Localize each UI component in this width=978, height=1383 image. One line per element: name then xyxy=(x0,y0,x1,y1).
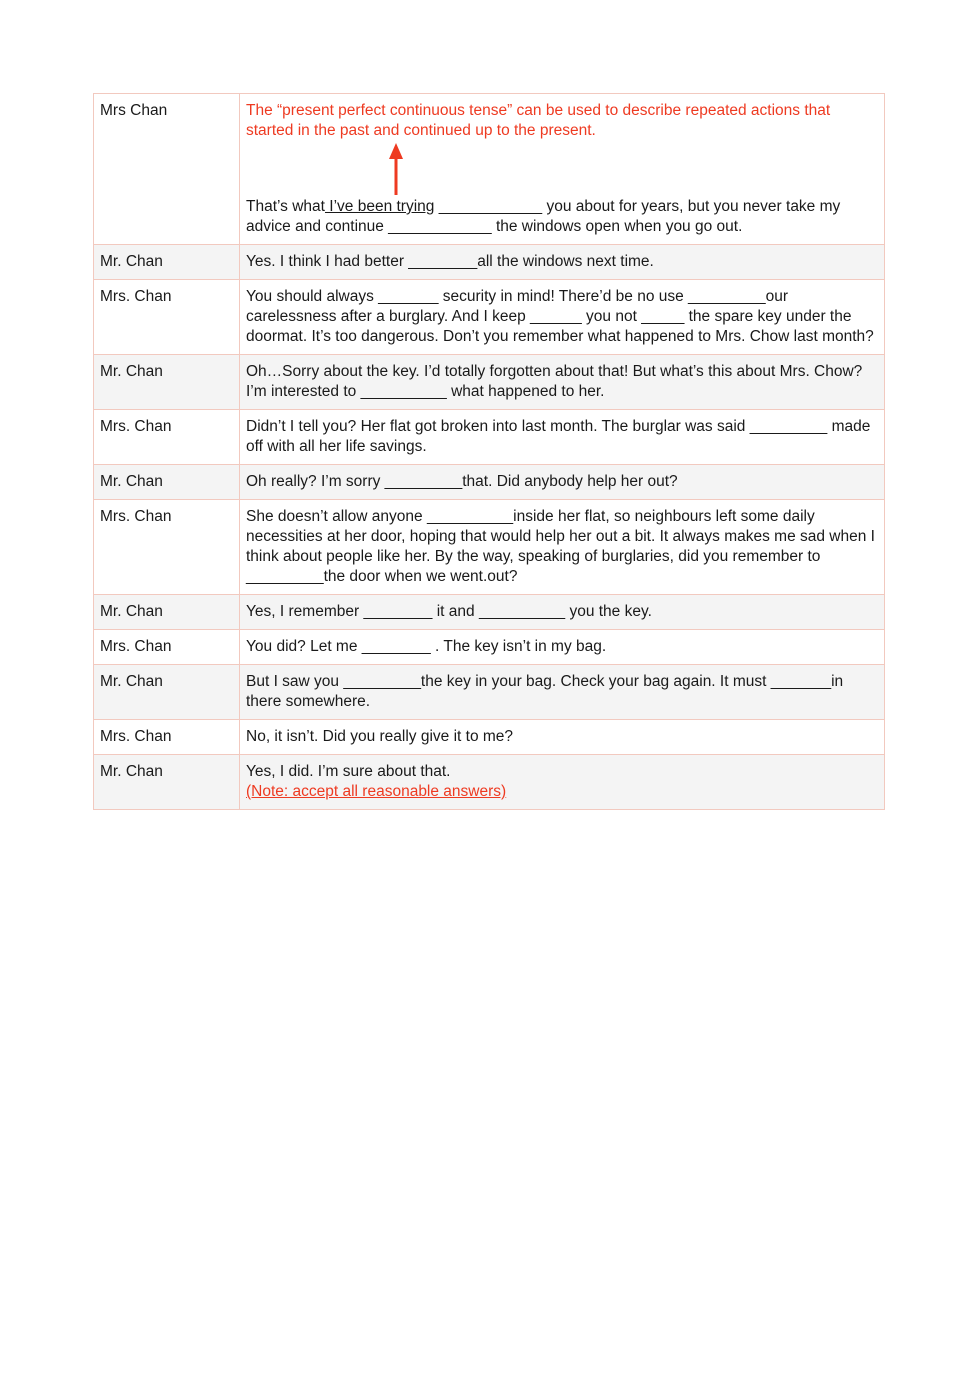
up-arrow-icon xyxy=(386,141,406,197)
speaker-cell: Mr. Chan xyxy=(94,245,240,280)
line-pre: That’s what xyxy=(246,198,325,215)
speaker-cell: Mrs Chan xyxy=(94,94,240,245)
speaker-cell: Mrs. Chan xyxy=(94,720,240,755)
line-cell: Yes. I think I had better ________all the windows next time. xyxy=(240,245,885,280)
highlighted-phrase: I’ve been trying xyxy=(324,198,435,215)
speaker-cell: Mr. Chan xyxy=(94,355,240,410)
line-cell: No, it isn’t. Did you really give it to me? xyxy=(240,720,885,755)
table-row xyxy=(94,755,885,810)
table-row xyxy=(94,665,885,720)
line-post: ____________ you about for years, but you never take my advice and continue ____________ the windows open when you go out. xyxy=(246,198,841,235)
table-row xyxy=(94,630,885,665)
line-cell: Oh really? I’m sorry _________that. Did anybody help her out? xyxy=(240,465,885,500)
table-row xyxy=(94,355,885,410)
table-row xyxy=(94,410,885,465)
line-cell: You did? Let me ________ . The key isn’t in my bag. xyxy=(240,630,885,665)
answer-note: (Note: accept all reasonable answers) xyxy=(246,783,507,800)
dialogue-line: Yes, I did. I’m sure about that. xyxy=(246,763,451,780)
speaker-cell: Mr. Chan xyxy=(94,465,240,500)
line-cell: She doesn’t allow anyone __________inside her flat, so neighbours left some daily necessities at her door, hoping that would help her out a bit. It always makes me sad when I think about people like her. By the way, speaking of burglaries, did you remember to _________the door when we went.out? xyxy=(240,500,885,595)
table-row xyxy=(94,280,885,355)
speaker-cell: Mr. Chan xyxy=(94,665,240,720)
table-row xyxy=(94,720,885,755)
line-cell: But I saw you _________the key in your bag. Check your bag again. It must _______in there somewhere. xyxy=(240,665,885,720)
line-cell: Didn’t I tell you? Her flat got broken into last month. The burglar was said _________ made off with all her life savings. xyxy=(240,410,885,465)
table-row xyxy=(94,465,885,500)
line-cell xyxy=(240,755,885,810)
speaker-cell: Mr. Chan xyxy=(94,755,240,810)
line-cell xyxy=(240,94,885,245)
grammar-note: The “present perfect continuous tense” can be used to describe repeated actions that started in the past and continued up to the present. xyxy=(246,102,831,139)
line-cell: Oh…Sorry about the key. I’d totally forgotten about that! But what’s this about Mrs. Chow? I’m interested to __________ what happened to her. xyxy=(240,355,885,410)
speaker-cell: Mrs. Chan xyxy=(94,630,240,665)
arrow-container xyxy=(246,141,878,197)
dialogue-table xyxy=(93,93,885,810)
speaker-cell: Mrs. Chan xyxy=(94,280,240,355)
table-row xyxy=(94,245,885,280)
table-row xyxy=(94,94,885,245)
line-cell: Yes, I remember ________ it and __________ you the key. xyxy=(240,595,885,630)
line-cell: You should always _______ security in mind! There’d be no use _________our carelessness after a burglary. And I keep ______ you not _____ the spare key under the doormat. It’s too dangerous. Don’t you remember what happened to Mrs. Chow last month? xyxy=(240,280,885,355)
table-row xyxy=(94,595,885,630)
speaker-cell: Mrs. Chan xyxy=(94,410,240,465)
table-row xyxy=(94,500,885,595)
speaker-cell: Mr. Chan xyxy=(94,595,240,630)
speaker-cell: Mrs. Chan xyxy=(94,500,240,595)
dialogue-line xyxy=(246,197,878,237)
